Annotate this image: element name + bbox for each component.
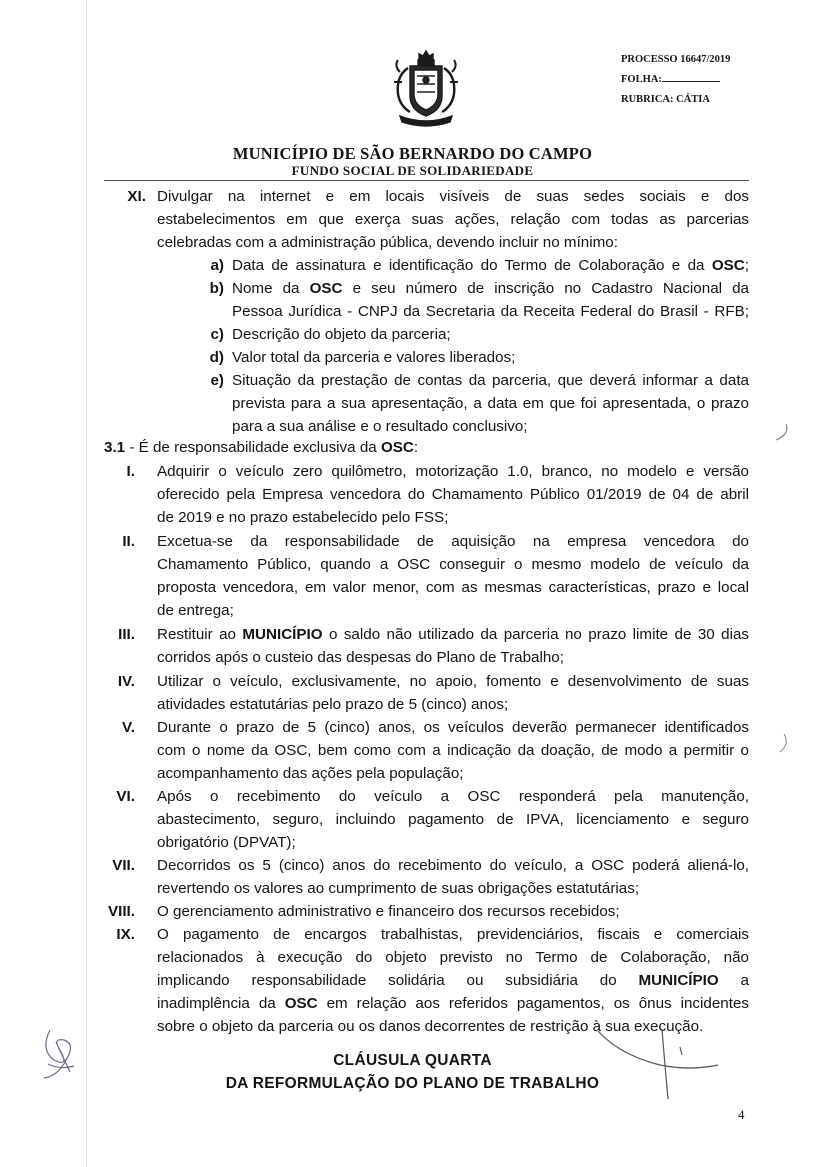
folha-label: FOLHA: (621, 74, 662, 85)
item-vi-line-3: obrigatório (DPVAT); (157, 834, 296, 851)
item-ii-line-1: Excetua-se da responsabilidade de aquisição na empresa vencedora do (157, 533, 749, 550)
item-number-v: V. (122, 719, 135, 736)
item-iii-end: o saldo não utilizado da parceria no prazo limite de 30 dias (322, 626, 749, 643)
page-number: 4 (738, 1107, 745, 1122)
xi-item-a-bold: OSC (711, 257, 745, 274)
item-number-vii: VII. (112, 857, 135, 874)
left-margin-initials (30, 1020, 90, 1090)
item-ix-line-4 (157, 992, 749, 1015)
margin-tick-mark (772, 420, 792, 444)
xi-item-a-text: Data de assinatura e identificação do Termo de Colaboração e da (232, 257, 712, 274)
xi-line-1: Divulgar na internet e em locais visíveis de suas sedes sociais e dos (157, 188, 749, 205)
xi-item-e-letter: e) (210, 372, 224, 389)
item-iii-text: Restituir ao (157, 626, 243, 643)
item-vii-line-2: revertendo os valores ao cumprimento de suas obrigações estatutárias; (157, 880, 640, 897)
item-ix-line-1: O pagamento de encargos trabalhistas, previdenciários, fiscais e comerciais (157, 926, 749, 943)
margin-tick-mark-2 (776, 732, 794, 756)
header-divider (104, 180, 749, 181)
item-vi-line-1: Após o recebimento do veículo a OSC responderá pela manutenção, (157, 788, 749, 805)
municipal-coat-of-arms (386, 46, 466, 128)
item-iii-line-1 (157, 623, 749, 646)
item-ii-line-3: proposta vencedora, em valor menor, com as mesmas características, prazo e local (157, 579, 749, 596)
xi-item-b-text: Nome da (232, 280, 310, 297)
process-stamp (621, 50, 761, 110)
item-iii-bold: MUNICÍPIO (242, 626, 323, 643)
item-number-xi: XI. (127, 188, 146, 205)
item-number-vi: VI. (116, 788, 135, 805)
item-viii-line-1: O gerenciamento administrativo e financeiro dos recursos recebidos; (157, 903, 620, 920)
xi-item-d-letter: d) (209, 349, 224, 366)
xi-item-c: Descrição do objeto da parceria; (232, 326, 451, 343)
item-v-line-1: Durante o prazo de 5 (cinco) anos, os veículos deverão permanecer identificados (157, 719, 749, 736)
item-ix-l4-bold: OSC (284, 995, 318, 1012)
item-i-line-2: oferecido pela Empresa vencedora do Chamamento Público 01/2019 de 04 de abril (157, 486, 749, 503)
section-3-1-bold: OSC (380, 439, 414, 456)
item-ix-l4-end: em relação aos referidos pagamentos, os ônus incidentes (317, 995, 750, 1012)
item-ix-l3-bold: MUNICÍPIO (638, 972, 719, 989)
header-fundo: FUNDO SOCIAL DE SOLIDARIEDADE (291, 163, 534, 178)
xi-item-b-letter: b) (209, 280, 224, 297)
item-vi-line-2: abastecimento, seguro, incluindo pagamento de IPVA, licenciamento e seguro (157, 811, 749, 828)
xi-item-c-letter: c) (210, 326, 224, 343)
xi-item-d: Valor total da parceria e valores liberados; (232, 349, 516, 366)
item-i-line-3: de 2019 e no prazo estabelecido pelo FSS; (157, 509, 449, 526)
folha-blank (662, 71, 720, 82)
xi-item-a (232, 254, 749, 277)
item-iv-line-2: atividades estatutárias pelo prazo de 5 (cinco) anos; (157, 696, 509, 713)
item-number-i: I. (126, 463, 135, 480)
xi-item-e-line-3: para a sua análise e o resultado conclusivo; (232, 418, 528, 435)
section-3-1-number: 3.1 (104, 439, 126, 456)
item-ii-line-2: Chamamento Público, quando a OSC conseguir o mesmo modelo de veículo da (157, 556, 749, 573)
section-3-1-heading (104, 436, 744, 459)
item-ix-l4-text: inadimplência da (157, 995, 285, 1012)
item-ix-line-3 (157, 969, 749, 992)
xi-item-e-line-1: Situação da prestação de contas da parceria, que deverá informar a data (232, 372, 749, 389)
item-ix-l3-end: a (718, 972, 749, 989)
item-i-line-1: Adquirir o veículo zero quilômetro, motorização 1.0, branco, no modelo e versão (157, 463, 749, 480)
section-3-1-colon: : (413, 439, 419, 456)
item-ii-line-4: de entrega; (157, 602, 234, 619)
item-v-line-3: acompanhamento das ações pela população; (157, 765, 464, 782)
section-3-1-text: - É de responsabilidade exclusiva da (125, 439, 381, 456)
rubrica-field: RUBRICA: CÁTIA (621, 94, 710, 105)
clause-subtitle: DA REFORMULAÇÃO DO PLANO DE TRABALHO (225, 1075, 600, 1092)
item-number-ix: IX. (116, 926, 135, 943)
xi-line-3: celebradas com a administração pública, devendo incluir no mínimo: (157, 234, 618, 251)
xi-item-b-end: e seu número de inscrição no Cadastro Nacional da (342, 280, 749, 297)
xi-item-e-line-2: prevista para a sua apresentação, a data em que foi apresentada, o prazo (232, 395, 749, 412)
item-number-iv: IV. (117, 673, 135, 690)
xi-item-b-line-2: Pessoa Jurídica - CNPJ da Secretaria da Receita Federal do Brasil - RFB; (232, 303, 749, 320)
header-municipio: MUNICÍPIO DE SÃO BERNARDO DO CAMPO (232, 144, 593, 163)
item-ix-l3-text: implicando responsabilidade solidária ou subsidiária do (157, 972, 639, 989)
xi-line-2: estabelecimentos em que exerça suas ações, relação com todas as parcerias (157, 211, 749, 228)
item-iii-line-2: corridos após o custeio das despesas do Plano de Trabalho; (157, 649, 564, 666)
item-number-ii: II. (122, 533, 135, 550)
signature-mark (590, 1025, 730, 1105)
item-ix-line-5: sobre o objeto da parceria ou os danos decorrentes de restrição à sua execução. (157, 1018, 704, 1035)
item-ix-line-2: relacionados à execução do objeto previsto no Termo de Colaboração, não (157, 949, 749, 966)
xi-item-b-bold: OSC (309, 280, 343, 297)
folha-field (621, 70, 761, 90)
clause-title: CLÁUSULA QUARTA (333, 1052, 492, 1069)
process-number: PROCESSO 16647/2019 (621, 54, 731, 65)
item-iv-line-1: Utilizar o veículo, exclusivamente, no apoio, fomento e desenvolvimento de suas (157, 673, 749, 690)
xi-item-a-letter: a) (210, 257, 224, 274)
xi-item-a-end: ; (744, 257, 749, 274)
item-vii-line-1: Decorridos os 5 (cinco) anos do recebimento do veículo, a OSC poderá aliená-lo, (157, 857, 749, 874)
item-number-viii: VIII. (107, 903, 135, 920)
item-v-line-2: com o nome da OSC, bem como com a indicação da doação, de modo a permitir o (157, 742, 749, 759)
item-number-iii: III. (118, 626, 135, 643)
xi-item-b-line-1 (232, 277, 749, 300)
